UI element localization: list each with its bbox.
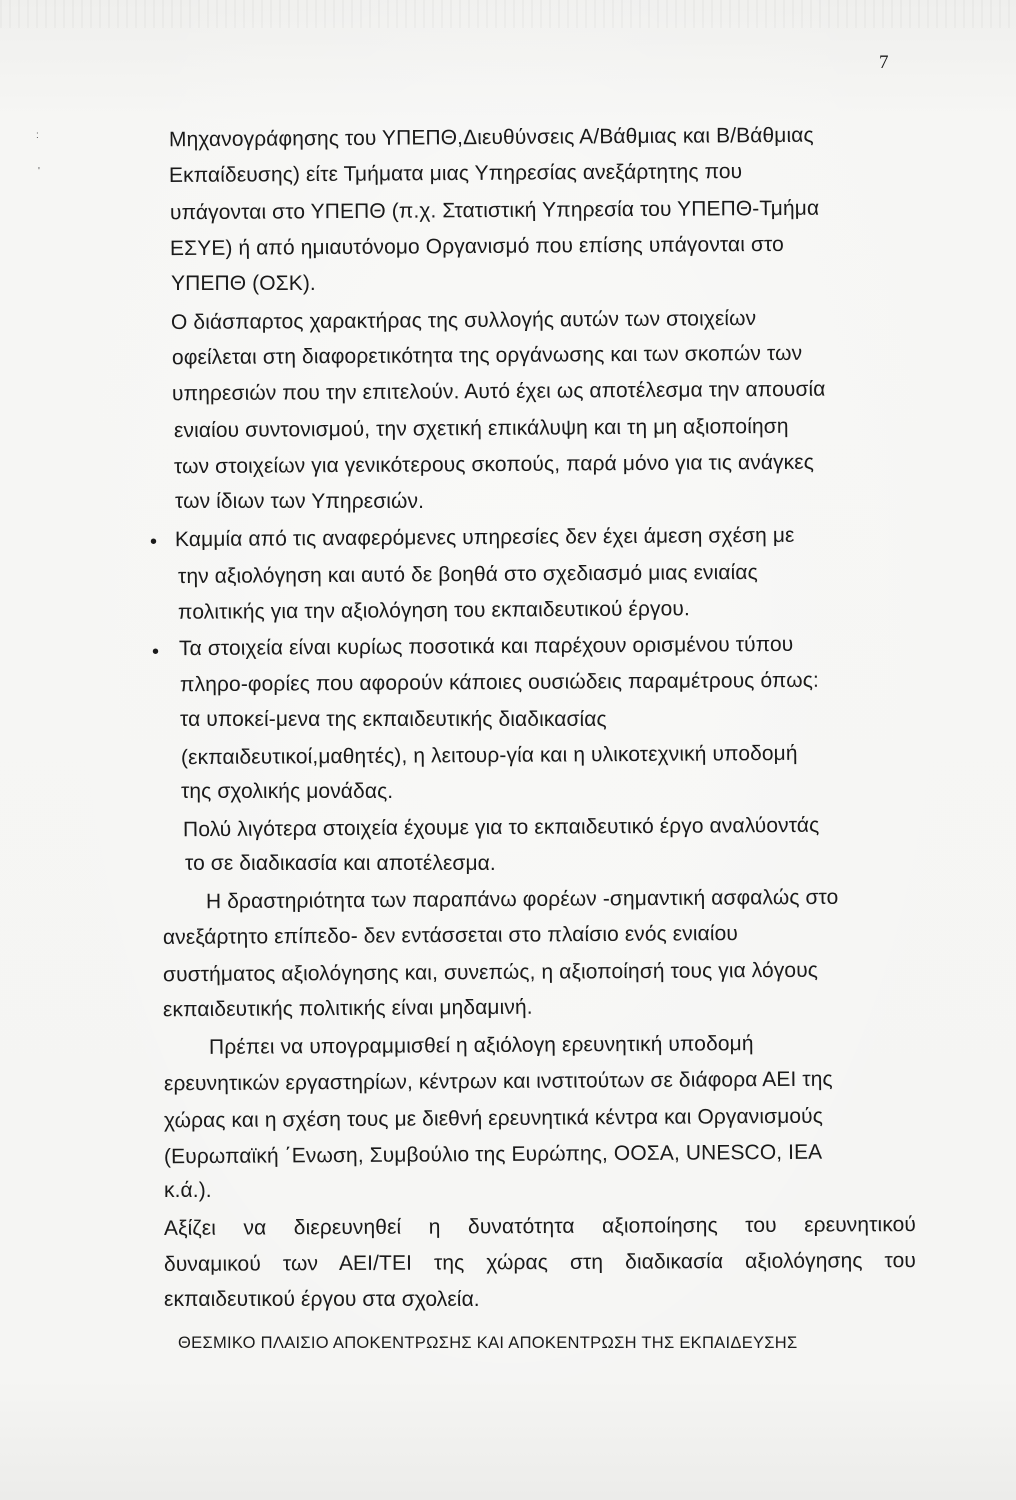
bullet-icon: • bbox=[152, 641, 160, 663]
text-line: Η δραστηριότητα των παραπάνω φορέων -σημαντική ασφαλώς στο bbox=[205, 885, 839, 914]
page-number: 7 bbox=[879, 52, 889, 73]
text-line: Εκπαίδευσης) είτε Τμήματα μιας Υπηρεσίας ανεξάρτητης που bbox=[168, 159, 743, 188]
text-line: υπάγονται στο ΥΠΕΠΘ (π.χ. Στατιστική Υπηρεσία του ΥΠΕΠΘ-Τμήμα bbox=[169, 196, 820, 225]
text-line: συστήματος αξιολόγησης και, συνεπώς, η αξιοποίησή τους για λόγους bbox=[162, 958, 819, 987]
scan-mark: : bbox=[36, 130, 39, 141]
text-line: της σχολικής μονάδας. bbox=[181, 780, 394, 803]
text-line: χώρας και η σχέση τους με διεθνή ερευνητικά κέντρα και Οργανισμούς bbox=[163, 1104, 824, 1133]
text-line: το σε διαδικασία και αποτέλεσμα. bbox=[185, 852, 496, 875]
text-line: την αξιολόγηση και αυτό δε βοηθά στο σχεδιασμό μιας ενιαίας bbox=[177, 560, 758, 589]
text-line: εκπαιδευτικού έργου στα σχολεία. bbox=[164, 1288, 480, 1311]
text-line: πολιτικής για την αξιολόγηση του εκπαιδευτικού έργου. bbox=[177, 597, 690, 624]
text-line: Τα στοιχεία είναι κυρίως ποσοτικά και παρέχουν ορισμένου τύπου bbox=[178, 632, 794, 661]
scan-mark: ' bbox=[38, 166, 40, 177]
text-line: δυναμικού των ΑΕΙ/ΤΕΙ της χώρας στη διαδικασία αξιολόγησης του bbox=[163, 1249, 917, 1276]
text-line: κ.ά.). bbox=[164, 1179, 212, 1202]
text-line: εκπαιδευτικής πολιτικής είναι μηδαμινή. bbox=[162, 995, 533, 1022]
text-line: τα υποκεί-μενα της εκπαιδευτικής διαδικασίας bbox=[180, 708, 607, 731]
text-line: ανεξάρτητο επίπεδο- δεν εντάσσεται στο πλαίσιο ενός ενιαίου bbox=[162, 921, 739, 950]
text-line: Ο διάσπαρτος χαρακτήρας της συλλογής αυτών των στοιχείων bbox=[170, 306, 757, 335]
text-line: πληρο-φορίες που αφορούν κάποιες ουσιώδεις παραμέτρους όπως: bbox=[179, 668, 819, 697]
text-line: ΥΠΕΠΘ (ΟΣΚ). bbox=[171, 272, 316, 295]
text-line: ενιαίου συντονισμού, την σχετική επικάλυψη και τη μη αξιοποίηση bbox=[173, 414, 789, 443]
text-line: των στοιχείων για γενικότερους σκοπούς, παρά μόνο για τις ανάγκες bbox=[173, 450, 815, 479]
text-line: Μηχανογράφησης του ΥΠΕΠΘ,Διευθύνσεις Α/Βάθμιας και Β/Βάθμιας bbox=[168, 123, 814, 152]
text-line: Αξίζει να διερευνηθεί η δυνατότητα αξιοποίησης του ερευνητικού bbox=[163, 1213, 917, 1240]
text-line: Πολύ λιγότερα στοιχεία έχουμε για το εκπαιδευτικό έργο αναλύοντάς bbox=[182, 813, 820, 842]
text-line: Πρέπει να υπογραμμισθεί η αξιόλογη ερευνητική υποδομή bbox=[208, 1032, 754, 1059]
text-line: των ίδιων των Υπηρεσιών. bbox=[175, 490, 425, 513]
scan-edge-noise bbox=[0, 0, 1016, 28]
text-line: ερευνητικών εργαστηρίων, κέντρων και ινστιτούτων σε διάφορα ΑΕΙ της bbox=[163, 1067, 833, 1096]
bullet-icon: • bbox=[150, 531, 158, 553]
text-line: υπηρεσιών που την επιτελούν. Αυτό έχει ως αποτέλεσμα την απουσία bbox=[171, 377, 826, 406]
text-line: ΕΣΥΕ) ή από ημιαυτόνομο Οργανισμό που επίσης υπάγονται στο bbox=[169, 232, 784, 261]
text-line: (εκπαιδευτικοί,μαθητές), η λειτουρ-γία και η υλικοτεχνική υποδομή bbox=[180, 741, 798, 770]
text-line: Καμμία από τις αναφερόμενες υπηρεσίες δεν έχει άμεση σχέση με bbox=[174, 523, 795, 552]
text-line: οφείλεται στη διαφορετικότητα της οργάνωσης και των σκοπών των bbox=[171, 341, 803, 370]
section-heading: ΘΕΣΜΙΚΟ ΠΛΑΙΣΙΟ ΑΠΟΚΕΝΤΡΩΣΗΣ ΚΑΙ ΑΠΟΚΕΝΤΡΩΣΗ ΤΗΣ ΕΚΠΑΙΔΕΥΣΗΣ bbox=[178, 1334, 798, 1352]
text-line: (Ευρωπαϊκή ΄Ενωση, Συμβούλιο της Ευρώπης, ΟΟΣΑ, UNESCO, ΙΕΑ bbox=[163, 1140, 823, 1169]
